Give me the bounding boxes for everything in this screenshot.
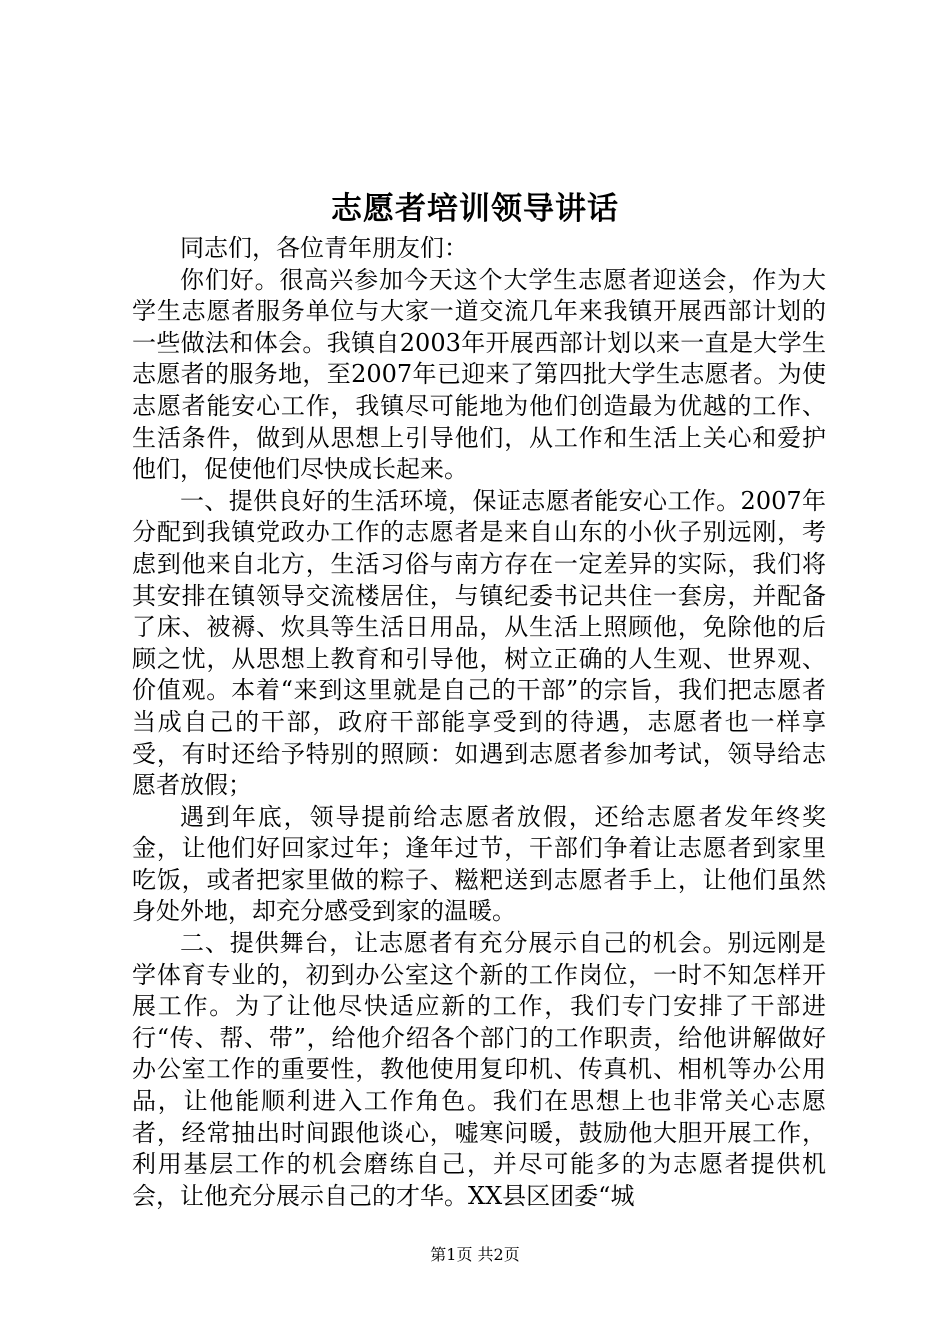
- page-number-footer: 第1页 共2页: [430, 1245, 520, 1264]
- paragraph-section-one: 一、提供良好的生活环境，保证志愿者能安心工作。2007年分配到我镇党政办工作的志愿者是来自山东的小伙子别远刚，考虑到他来自北方，生活习俗与南方存在一定差异的实际，我们将其安排在镇领导交流楼居住，与镇纪委书记共住一套房，并配备了床、被褥、炊具等生活日用品，从生活上照顾他，免除他的后顾之忧，从思想上教育和引导他，树立正确的人生观、世界观、价值观。本着“来到这里就是自己的干部”的宗旨，我们把志愿者当成自己的干部，政府干部能享受到的待遇，志愿者也一样享受，有时还给予特别的照顾：如遇到志愿者参加考试，领导给志愿者放假；: [132, 486, 826, 800]
- paragraph-greeting: 同志们，各位青年朋友们：: [180, 234, 468, 262]
- paragraph-section-two: 二、提供舞台，让志愿者有充分展示自己的机会。别远刚是学体育专业的，初到办公室这个新的工作岗位，一时不知怎样开展工作。为了让他尽快适应新的工作，我们专门安排了干部进行“传、帮、带”，给他介绍各个部门的工作职责，给他讲解做好办公室工作的重要性，教他使用复印机、传真机、相机等办公用品，让他能顺利进入工作角色。我们在思想上也非常关心志愿者，经常抽出时间跟他谈心，嘘寒问暖，鼓励他大胆开展工作，利用基层工作的机会磨练自己，并尽可能多的为志愿者提供机会，让他充分展示自己的才华。XX县区团委“城: [132, 929, 826, 1210]
- paragraph-intro: 你们好。很高兴参加今天这个大学生志愿者迎送会，作为大学生志愿者服务单位与大家一道交流几年来我镇开展西部计划的一些做法和体会。我镇自2003年开展西部计划以来一直是大学生志愿者的服务地，至2007年已迎来了第四批大学生志愿者。为使志愿者能安心工作，我镇尽可能地为他们创造最为优越的工作、生活条件，做到从思想上引导他们，从工作和生活上关心和爱护他们，促使他们尽快成长起来。: [132, 265, 826, 484]
- document-title: 志愿者培训领导讲话: [331, 191, 619, 227]
- document-body: [132, 233, 826, 1212]
- paragraph-year-end: 遇到年底，领导提前给志愿者放假，还给志愿者发年终奖金，让他们好回家过年；逢年过节，干部们争着让志愿者到家里吃饭，或者把家里做的粽子、糍粑送到志愿者手上，让他们虽然身处外地，却充分感受到家的温暖。: [132, 802, 826, 926]
